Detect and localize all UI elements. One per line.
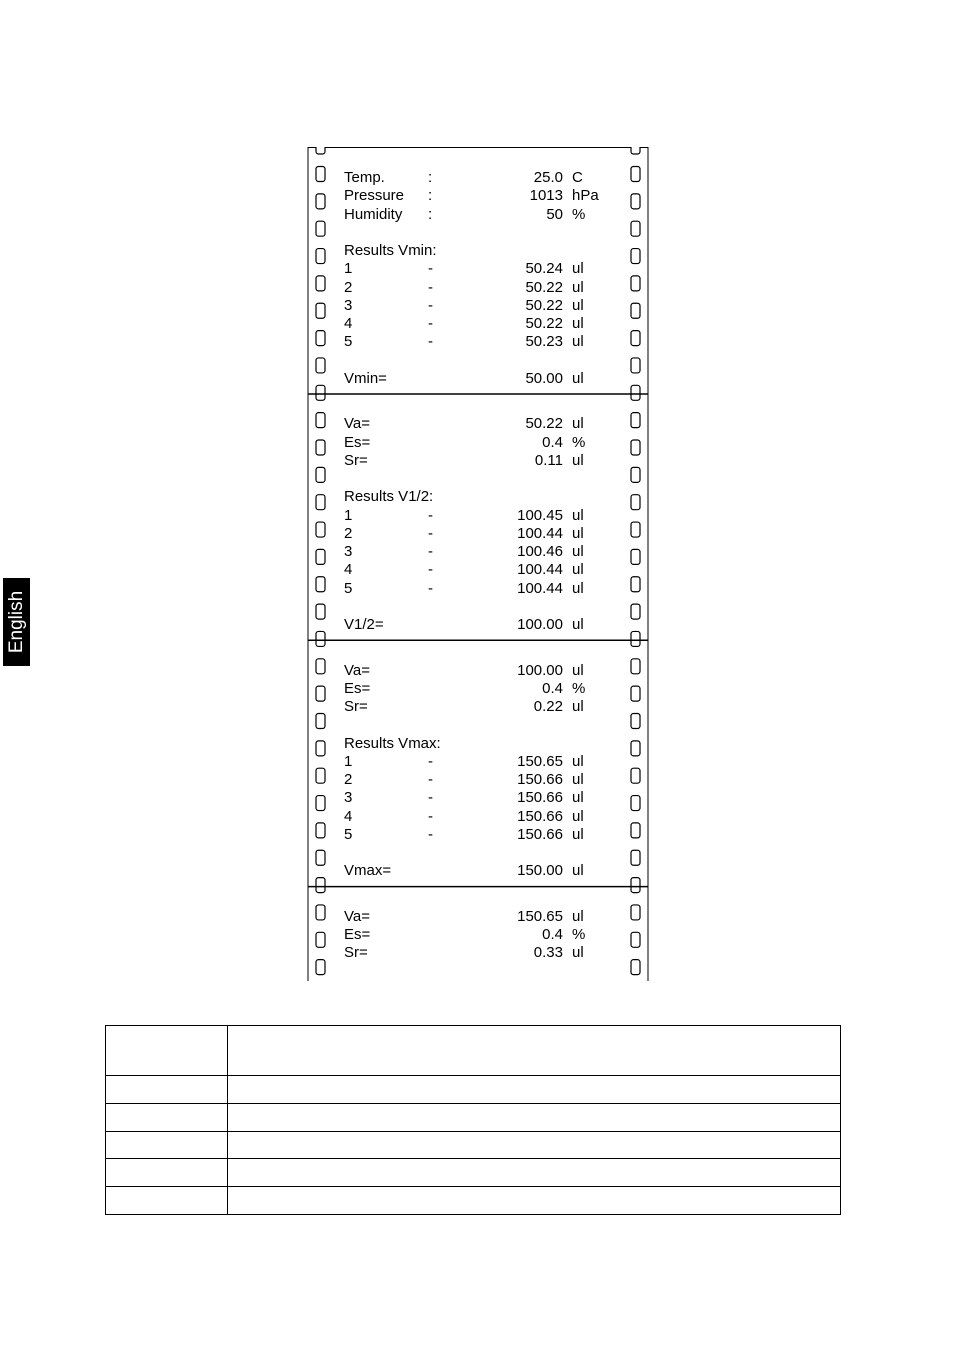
print-value: 50.22 [525, 278, 563, 296]
print-value: 0.11 [534, 451, 563, 469]
print-line [307, 561, 649, 579]
print-line [307, 908, 649, 926]
print-unit: ul [572, 789, 584, 807]
print-label: Pressure [344, 187, 405, 205]
print-value: 50.23 [525, 333, 563, 351]
table-cell [106, 1187, 228, 1215]
print-unit: ul [572, 451, 584, 469]
table-cell [106, 1026, 228, 1076]
print-separator: : [428, 187, 433, 205]
table-row [106, 1187, 841, 1215]
table-cell [106, 1132, 228, 1159]
print-label: 5 [344, 825, 353, 843]
print-value: 100.44 [517, 579, 563, 597]
print-label: 3 [344, 296, 353, 314]
print-value: 0.22 [533, 698, 563, 716]
print-value: 100.45 [517, 506, 563, 524]
print-value: 50 [546, 205, 563, 223]
print-line [307, 452, 649, 470]
print-value: 150.66 [517, 825, 563, 843]
print-unit: ul [572, 524, 584, 542]
print-line [307, 279, 649, 297]
print-line [307, 206, 649, 224]
print-separator: - [428, 752, 433, 770]
print-separator: - [428, 333, 433, 351]
print-label: Es= [344, 926, 371, 944]
print-unit: ul [572, 543, 584, 561]
print-line [307, 580, 649, 598]
print-line [307, 242, 649, 260]
perforation-hole-icon [631, 147, 640, 154]
print-label: 4 [344, 807, 353, 825]
print-value: 100.00 [517, 616, 563, 634]
print-value: 150.65 [517, 752, 563, 770]
print-line [307, 297, 649, 315]
print-unit: ul [572, 506, 584, 524]
print-line [307, 507, 649, 525]
print-value: 150.65 [517, 907, 563, 925]
print-unit: ul [572, 278, 584, 296]
print-separator: - [428, 771, 433, 789]
print-label: Temp. [344, 169, 385, 186]
print-label: Humidity [344, 205, 403, 223]
print-line [307, 333, 649, 351]
print-value: 0.33 [533, 944, 563, 962]
print-label: 3 [344, 789, 353, 807]
print-label: V1/2= [344, 616, 384, 634]
print-value: 0.4 [542, 679, 563, 697]
table-row [106, 1026, 841, 1076]
print-label: Results Vmax: [344, 734, 441, 752]
print-value: 100.00 [517, 661, 563, 679]
print-unit: ul [572, 825, 584, 843]
description-table [105, 1025, 841, 1215]
print-label: Sr= [344, 944, 368, 962]
print-unit: ul [572, 661, 584, 679]
print-label: 3 [344, 543, 353, 561]
print-label: 1 [344, 752, 353, 770]
print-line [307, 315, 649, 333]
print-separator: : [428, 169, 433, 186]
print-line [307, 543, 649, 561]
print-unit: % [572, 926, 586, 944]
print-line [307, 370, 649, 388]
print-label: Results Vmin: [344, 242, 437, 259]
language-tab-label: English [5, 590, 27, 654]
table-row [106, 1132, 841, 1159]
print-unit: ul [572, 907, 584, 925]
print-label: Es= [344, 679, 371, 697]
print-value: 100.46 [517, 543, 563, 561]
print-label: 2 [344, 278, 353, 296]
print-value: 150.66 [517, 807, 563, 825]
print-line [307, 926, 649, 944]
print-unit: ul [572, 862, 584, 880]
print-label: Sr= [344, 698, 368, 716]
print-label: Va= [344, 661, 370, 679]
print-separator: - [428, 260, 433, 278]
table-cell [228, 1104, 841, 1132]
print-label: 4 [344, 561, 353, 579]
print-unit: ul [572, 944, 584, 962]
print-label: Sr= [344, 451, 368, 469]
print-line [307, 944, 649, 962]
table-cell [228, 1076, 841, 1104]
print-value: 50.22 [525, 415, 563, 433]
print-line [307, 789, 649, 807]
print-value: 150.66 [517, 789, 563, 807]
language-tab [3, 578, 30, 666]
print-value: 25.0 [533, 169, 563, 186]
print-value: 50.22 [525, 315, 563, 332]
print-label: Va= [344, 415, 370, 433]
print-unit: ul [572, 771, 584, 789]
print-separator: - [428, 524, 433, 542]
table-row [106, 1104, 841, 1132]
print-line [307, 187, 649, 205]
print-value: 150.00 [517, 862, 563, 880]
print-unit: ul [572, 616, 584, 634]
print-unit: ul [572, 579, 584, 597]
print-line [307, 525, 649, 543]
print-line [307, 826, 649, 844]
print-separator: - [428, 506, 433, 524]
print-unit: ul [572, 561, 584, 579]
print-unit: % [572, 433, 586, 451]
print-label: 5 [344, 333, 353, 351]
print-line [307, 260, 649, 278]
print-label: 1 [344, 260, 353, 278]
print-line [307, 415, 649, 433]
print-line [307, 735, 649, 753]
print-unit: % [572, 205, 586, 223]
table-cell [228, 1187, 841, 1215]
print-label: Es= [344, 433, 371, 451]
print-value: 50.22 [525, 296, 563, 314]
print-unit: ul [572, 807, 584, 825]
print-label: Vmin= [344, 369, 387, 387]
print-strip [307, 147, 649, 981]
print-unit: ul [572, 260, 584, 278]
table-row [106, 1159, 841, 1187]
table-cell [106, 1159, 228, 1187]
print-unit: hPa [572, 187, 599, 205]
print-label: 2 [344, 524, 353, 542]
print-line [307, 616, 649, 634]
print-value: 1013 [529, 187, 563, 205]
print-unit: ul [572, 415, 584, 433]
print-value: 0.4 [542, 433, 563, 451]
print-separator: - [428, 296, 433, 314]
perforation-hole-icon [316, 147, 325, 154]
table-cell [228, 1159, 841, 1187]
print-label: 5 [344, 579, 353, 597]
print-unit: % [572, 679, 586, 697]
print-separator: - [428, 278, 433, 296]
table-cell [228, 1026, 841, 1076]
print-line [307, 434, 649, 452]
print-line [307, 169, 649, 187]
print-line [307, 680, 649, 698]
print-unit: ul [572, 698, 584, 716]
print-unit: ul [572, 315, 584, 332]
print-unit: ul [572, 296, 584, 314]
print-value: 50.00 [525, 369, 563, 387]
print-value: 150.66 [517, 771, 563, 789]
print-unit: ul [572, 752, 584, 770]
print-line [307, 808, 649, 826]
print-label: 1 [344, 506, 353, 524]
print-label: 4 [344, 315, 353, 332]
print-label: Results V1/2: [344, 488, 434, 506]
print-unit: C [572, 169, 583, 186]
print-label: 2 [344, 771, 353, 789]
table-cell [228, 1132, 841, 1159]
print-line [307, 753, 649, 771]
print-line [307, 862, 649, 880]
print-value: 0.4 [542, 926, 563, 944]
print-separator: : [428, 205, 433, 223]
print-separator: - [428, 543, 433, 561]
table-cell [106, 1076, 228, 1104]
print-separator: - [428, 579, 433, 597]
print-value: 50.24 [525, 260, 563, 278]
print-unit: ul [572, 333, 584, 351]
print-value: 100.44 [517, 524, 563, 542]
print-value: 100.44 [517, 561, 563, 579]
print-line [307, 698, 649, 716]
print-line [307, 662, 649, 680]
print-separator: - [428, 789, 433, 807]
table-row [106, 1076, 841, 1104]
print-separator: - [428, 807, 433, 825]
print-line [307, 771, 649, 789]
print-line [307, 488, 649, 506]
print-label: Va= [344, 907, 370, 925]
print-label: Vmax= [344, 862, 392, 880]
print-unit: ul [572, 369, 584, 387]
print-separator: - [428, 561, 433, 579]
print-separator: - [428, 825, 433, 843]
table-cell [106, 1104, 228, 1132]
print-separator: - [428, 315, 433, 332]
